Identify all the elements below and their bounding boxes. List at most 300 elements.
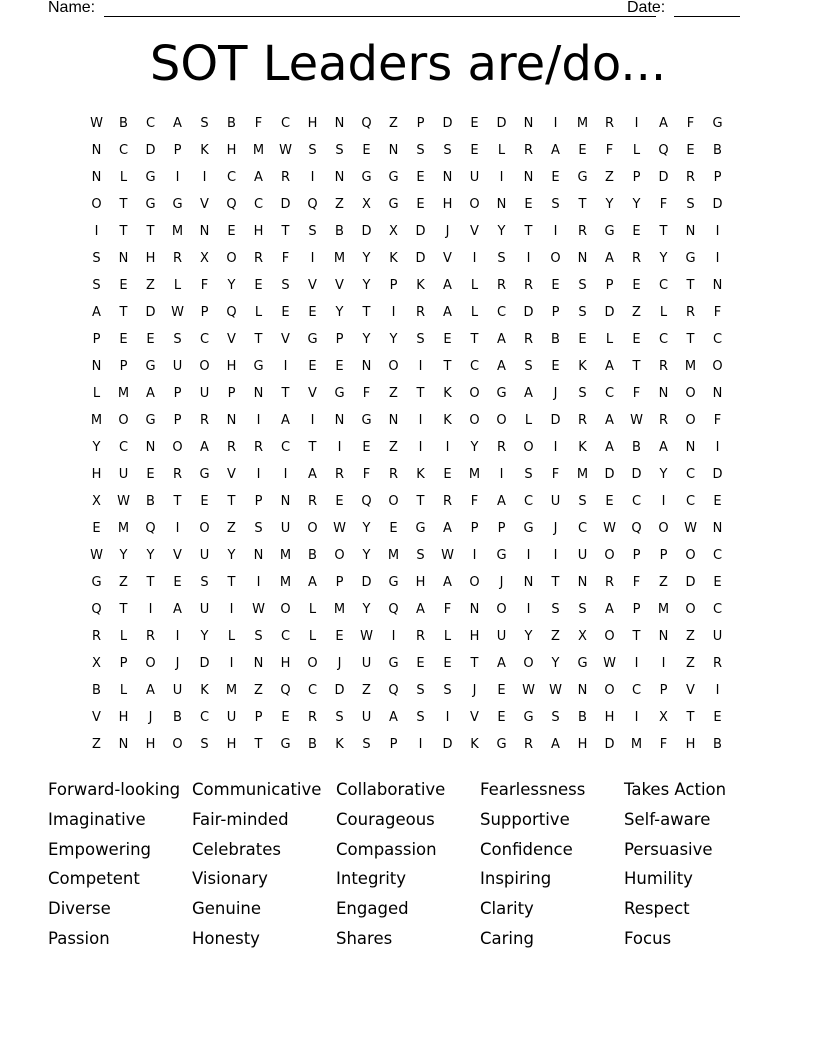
grid-cell[interactable]: N	[712, 521, 723, 536]
grid-cell[interactable]: S	[578, 602, 587, 617]
grid-cell[interactable]: H	[415, 575, 426, 590]
grid-cell[interactable]: K	[335, 737, 344, 752]
grid-cell[interactable]: Q	[631, 521, 642, 536]
grid-cell[interactable]: S	[92, 251, 101, 266]
grid-cell[interactable]: I	[202, 170, 207, 185]
grid-cell[interactable]: E	[632, 278, 641, 293]
grid-cell[interactable]: M	[657, 602, 670, 617]
grid-cell[interactable]: O	[685, 602, 696, 617]
grid-cell[interactable]: W	[441, 548, 454, 563]
grid-cell[interactable]: I	[553, 224, 558, 239]
grid-cell[interactable]: F	[605, 143, 614, 158]
grid-cell[interactable]: Q	[388, 602, 399, 617]
grid-cell[interactable]: A	[308, 467, 317, 482]
grid-cell[interactable]: O	[199, 359, 210, 374]
grid-cell[interactable]: R	[496, 440, 507, 455]
grid-cell[interactable]: P	[119, 656, 128, 671]
grid-cell[interactable]: H	[577, 737, 588, 752]
grid-cell[interactable]: O	[604, 548, 615, 563]
grid-cell[interactable]: Y	[227, 278, 236, 293]
grid-cell[interactable]: J	[148, 710, 153, 725]
grid-cell[interactable]: H	[226, 359, 237, 374]
grid-cell[interactable]: C	[523, 494, 534, 509]
grid-cell[interactable]: N	[712, 386, 723, 401]
grid-cell[interactable]: T	[632, 359, 641, 374]
grid-cell[interactable]: S	[92, 278, 101, 293]
grid-cell[interactable]: Y	[362, 602, 371, 617]
grid-cell[interactable]: A	[605, 413, 614, 428]
grid-cell[interactable]: D	[361, 224, 372, 239]
grid-cell[interactable]: K	[416, 278, 425, 293]
grid-cell[interactable]: H	[469, 629, 480, 644]
grid-cell[interactable]: G	[145, 170, 156, 185]
grid-cell[interactable]: P	[632, 548, 641, 563]
grid-cell[interactable]: M	[279, 575, 292, 590]
grid-cell[interactable]: N	[712, 278, 723, 293]
grid-cell[interactable]: I	[337, 440, 342, 455]
grid-cell[interactable]: I	[553, 548, 558, 563]
grid-cell[interactable]: N	[226, 413, 237, 428]
grid-cell[interactable]: F	[443, 602, 452, 617]
grid-cell[interactable]: F	[713, 305, 722, 320]
grid-cell[interactable]: H	[226, 737, 237, 752]
grid-cell[interactable]: S	[551, 602, 560, 617]
grid-cell[interactable]: N	[253, 548, 264, 563]
grid-cell[interactable]: I	[283, 467, 288, 482]
grid-cell[interactable]: Z	[119, 575, 128, 590]
grid-cell[interactable]: Y	[362, 251, 371, 266]
grid-cell[interactable]: L	[254, 305, 263, 320]
grid-cell[interactable]: A	[551, 143, 560, 158]
grid-cell[interactable]: I	[472, 251, 477, 266]
grid-cell[interactable]: T	[578, 197, 587, 212]
grid-cell[interactable]: G	[496, 737, 507, 752]
grid-cell[interactable]: X	[578, 629, 587, 644]
grid-cell[interactable]: C	[712, 602, 723, 617]
grid-cell[interactable]: H	[145, 251, 156, 266]
grid-cell[interactable]: E	[443, 656, 452, 671]
grid-cell[interactable]: A	[524, 386, 533, 401]
grid-cell[interactable]: Z	[686, 629, 695, 644]
grid-cell[interactable]: T	[551, 575, 560, 590]
grid-cell[interactable]: I	[526, 548, 531, 563]
grid-cell[interactable]: M	[630, 737, 643, 752]
grid-cell[interactable]: P	[200, 305, 209, 320]
grid-cell[interactable]: I	[661, 656, 666, 671]
grid-cell[interactable]: J	[472, 683, 477, 698]
grid-cell[interactable]: O	[712, 359, 723, 374]
grid-cell[interactable]: H	[91, 467, 102, 482]
grid-cell[interactable]: V	[281, 332, 290, 347]
grid-cell[interactable]: Y	[362, 332, 371, 347]
grid-cell[interactable]: S	[443, 143, 452, 158]
grid-cell[interactable]: R	[523, 143, 534, 158]
grid-cell[interactable]: Q	[388, 683, 399, 698]
grid-cell[interactable]: F	[362, 467, 371, 482]
grid-cell[interactable]: A	[389, 710, 398, 725]
grid-cell[interactable]: O	[307, 656, 318, 671]
grid-cell[interactable]: T	[686, 278, 695, 293]
grid-cell[interactable]: M	[576, 116, 589, 131]
grid-cell[interactable]: G	[388, 656, 399, 671]
grid-cell[interactable]: U	[361, 710, 372, 725]
grid-cell[interactable]: B	[308, 548, 317, 563]
grid-cell[interactable]: N	[577, 683, 588, 698]
grid-cell[interactable]: W	[630, 413, 643, 428]
grid-cell[interactable]: B	[632, 440, 641, 455]
grid-cell[interactable]: C	[199, 332, 210, 347]
grid-cell[interactable]: G	[145, 197, 156, 212]
grid-cell[interactable]: Z	[605, 170, 614, 185]
grid-cell[interactable]: T	[119, 224, 128, 239]
grid-cell[interactable]: R	[388, 467, 399, 482]
grid-cell[interactable]: K	[200, 683, 209, 698]
grid-cell[interactable]: E	[632, 332, 641, 347]
grid-cell[interactable]: P	[389, 737, 398, 752]
grid-cell[interactable]: Q	[307, 197, 318, 212]
grid-cell[interactable]: W	[522, 683, 535, 698]
grid-cell[interactable]: T	[443, 359, 452, 374]
grid-cell[interactable]: O	[685, 413, 696, 428]
grid-cell[interactable]: L	[227, 629, 236, 644]
grid-cell[interactable]: F	[470, 494, 479, 509]
grid-cell[interactable]: I	[499, 170, 504, 185]
grid-cell[interactable]: R	[658, 359, 669, 374]
grid-cell[interactable]: E	[92, 521, 101, 536]
grid-cell[interactable]: N	[91, 143, 102, 158]
grid-cell[interactable]: I	[553, 116, 558, 131]
grid-cell[interactable]: M	[684, 359, 697, 374]
grid-cell[interactable]: M	[576, 467, 589, 482]
grid-cell[interactable]: Z	[254, 683, 263, 698]
grid-cell[interactable]: E	[713, 710, 722, 725]
grid-cell[interactable]: A	[146, 683, 155, 698]
grid-cell[interactable]: O	[145, 656, 156, 671]
grid-cell[interactable]: A	[659, 116, 668, 131]
grid-cell[interactable]: O	[226, 251, 237, 266]
grid-cell[interactable]: E	[713, 575, 722, 590]
grid-cell[interactable]: O	[118, 413, 129, 428]
grid-cell[interactable]: Q	[658, 143, 669, 158]
grid-cell[interactable]: E	[281, 710, 290, 725]
grid-cell[interactable]: I	[661, 494, 666, 509]
grid-cell[interactable]: O	[334, 548, 345, 563]
grid-cell[interactable]: N	[334, 413, 345, 428]
grid-cell[interactable]: Y	[659, 251, 668, 266]
grid-cell[interactable]: E	[200, 494, 209, 509]
grid-cell[interactable]: F	[362, 386, 371, 401]
grid-cell[interactable]: P	[416, 116, 425, 131]
grid-cell[interactable]: R	[415, 305, 426, 320]
grid-cell[interactable]: T	[146, 224, 155, 239]
grid-cell[interactable]: Z	[335, 197, 344, 212]
grid-cell[interactable]: T	[470, 332, 479, 347]
grid-cell[interactable]: S	[686, 197, 695, 212]
grid-cell[interactable]: M	[279, 548, 292, 563]
grid-cell[interactable]: G	[172, 197, 183, 212]
grid-cell[interactable]: W	[549, 683, 562, 698]
grid-cell[interactable]: Y	[119, 548, 128, 563]
grid-cell[interactable]: T	[416, 494, 425, 509]
grid-cell[interactable]: O	[199, 521, 210, 536]
grid-cell[interactable]: N	[361, 359, 372, 374]
grid-cell[interactable]: G	[361, 413, 372, 428]
grid-cell[interactable]: N	[685, 224, 696, 239]
grid-cell[interactable]: I	[229, 602, 234, 617]
grid-cell[interactable]: N	[253, 656, 264, 671]
grid-cell[interactable]: O	[172, 737, 183, 752]
grid-cell[interactable]: O	[280, 602, 291, 617]
grid-cell[interactable]: Q	[280, 683, 291, 698]
grid-cell[interactable]: K	[443, 413, 452, 428]
grid-cell[interactable]: Y	[497, 224, 506, 239]
grid-cell[interactable]: F	[551, 467, 560, 482]
grid-cell[interactable]: L	[173, 278, 182, 293]
grid-cell[interactable]: G	[280, 737, 291, 752]
grid-cell[interactable]: O	[523, 656, 534, 671]
grid-cell[interactable]: O	[523, 440, 534, 455]
grid-cell[interactable]: D	[685, 575, 696, 590]
grid-cell[interactable]: B	[308, 737, 317, 752]
grid-cell[interactable]: Z	[389, 116, 398, 131]
grid-cell[interactable]: D	[658, 170, 669, 185]
grid-cell[interactable]: R	[226, 440, 237, 455]
grid-cell[interactable]: I	[418, 413, 423, 428]
grid-cell[interactable]: C	[631, 683, 642, 698]
grid-cell[interactable]: E	[632, 224, 641, 239]
grid-cell[interactable]: E	[173, 575, 182, 590]
grid-cell[interactable]: M	[387, 548, 400, 563]
grid-cell[interactable]: A	[605, 359, 614, 374]
grid-cell[interactable]: E	[443, 467, 452, 482]
grid-cell[interactable]: T	[686, 710, 695, 725]
grid-cell[interactable]: Q	[226, 197, 237, 212]
grid-cell[interactable]: I	[148, 602, 153, 617]
grid-cell[interactable]: K	[470, 737, 479, 752]
grid-cell[interactable]: P	[227, 386, 236, 401]
grid-cell[interactable]: T	[173, 494, 182, 509]
grid-cell[interactable]: N	[523, 170, 534, 185]
grid-cell[interactable]: L	[119, 683, 128, 698]
grid-cell[interactable]: O	[469, 197, 480, 212]
grid-cell[interactable]: O	[604, 683, 615, 698]
grid-cell[interactable]: C	[307, 683, 318, 698]
grid-cell[interactable]: T	[119, 197, 128, 212]
grid-cell[interactable]: N	[334, 116, 345, 131]
grid-cell[interactable]: B	[551, 332, 560, 347]
grid-cell[interactable]: V	[227, 332, 236, 347]
grid-cell[interactable]: Y	[524, 629, 533, 644]
grid-cell[interactable]: G	[577, 170, 588, 185]
grid-cell[interactable]: U	[172, 683, 183, 698]
grid-cell[interactable]: U	[226, 710, 237, 725]
grid-cell[interactable]: S	[416, 143, 425, 158]
grid-cell[interactable]: Q	[361, 494, 372, 509]
grid-cell[interactable]: S	[308, 143, 317, 158]
grid-cell[interactable]: A	[605, 251, 614, 266]
grid-cell[interactable]: I	[175, 629, 180, 644]
grid-cell[interactable]: P	[173, 386, 182, 401]
grid-cell[interactable]: S	[200, 737, 209, 752]
grid-cell[interactable]: Q	[91, 602, 102, 617]
grid-cell[interactable]: D	[712, 197, 723, 212]
grid-cell[interactable]: V	[227, 467, 236, 482]
grid-cell[interactable]: R	[307, 710, 318, 725]
grid-cell[interactable]: G	[361, 170, 372, 185]
grid-cell[interactable]: P	[632, 170, 641, 185]
grid-cell[interactable]: A	[443, 521, 452, 536]
grid-cell[interactable]: D	[145, 305, 156, 320]
grid-cell[interactable]: W	[90, 116, 103, 131]
grid-cell[interactable]: R	[685, 170, 696, 185]
grid-cell[interactable]: E	[551, 278, 560, 293]
grid-cell[interactable]: S	[416, 548, 425, 563]
grid-cell[interactable]: R	[685, 305, 696, 320]
grid-cell[interactable]: R	[523, 332, 534, 347]
grid-cell[interactable]: R	[172, 467, 183, 482]
grid-cell[interactable]: U	[712, 629, 723, 644]
grid-cell[interactable]: S	[416, 683, 425, 698]
grid-cell[interactable]: Y	[200, 629, 209, 644]
grid-cell[interactable]: R	[604, 116, 615, 131]
grid-cell[interactable]: I	[634, 710, 639, 725]
grid-cell[interactable]: E	[713, 494, 722, 509]
grid-cell[interactable]: W	[90, 548, 103, 563]
grid-cell[interactable]: R	[442, 494, 453, 509]
grid-cell[interactable]: E	[362, 440, 371, 455]
grid-cell[interactable]: I	[418, 440, 423, 455]
grid-cell[interactable]: G	[388, 575, 399, 590]
grid-cell[interactable]: B	[146, 494, 155, 509]
grid-cell[interactable]: S	[578, 494, 587, 509]
grid-cell[interactable]: X	[389, 224, 398, 239]
grid-cell[interactable]: E	[227, 224, 236, 239]
grid-cell[interactable]: A	[605, 440, 614, 455]
grid-cell[interactable]: T	[119, 602, 128, 617]
grid-cell[interactable]: R	[253, 251, 264, 266]
grid-cell[interactable]: I	[283, 359, 288, 374]
grid-cell[interactable]: E	[362, 143, 371, 158]
grid-cell[interactable]: V	[443, 251, 452, 266]
grid-cell[interactable]: I	[391, 305, 396, 320]
grid-cell[interactable]: N	[496, 197, 507, 212]
grid-cell[interactable]: I	[391, 629, 396, 644]
grid-cell[interactable]: S	[416, 710, 425, 725]
grid-cell[interactable]: R	[172, 251, 183, 266]
grid-cell[interactable]: N	[118, 251, 129, 266]
grid-cell[interactable]: O	[496, 602, 507, 617]
grid-cell[interactable]: C	[631, 494, 642, 509]
grid-cell[interactable]: C	[280, 629, 291, 644]
grid-cell[interactable]: Y	[146, 548, 155, 563]
grid-cell[interactable]: Z	[551, 629, 560, 644]
grid-cell[interactable]: O	[172, 440, 183, 455]
grid-cell[interactable]: R	[577, 413, 588, 428]
grid-cell[interactable]: X	[92, 656, 101, 671]
grid-cell[interactable]: T	[254, 737, 263, 752]
grid-cell[interactable]: Y	[92, 440, 101, 455]
grid-cell[interactable]: I	[418, 359, 423, 374]
grid-cell[interactable]: L	[524, 413, 533, 428]
grid-cell[interactable]: F	[659, 197, 668, 212]
grid-cell[interactable]: I	[715, 440, 720, 455]
grid-cell[interactable]: P	[389, 278, 398, 293]
grid-cell[interactable]: D	[523, 305, 534, 320]
grid-cell[interactable]: I	[310, 251, 315, 266]
grid-cell[interactable]: E	[416, 170, 425, 185]
grid-cell[interactable]: Z	[659, 575, 668, 590]
grid-cell[interactable]: I	[175, 521, 180, 536]
grid-cell[interactable]: R	[523, 278, 534, 293]
grid-cell[interactable]: C	[712, 332, 723, 347]
grid-cell[interactable]: M	[117, 521, 130, 536]
grid-cell[interactable]: Y	[362, 521, 371, 536]
grid-cell[interactable]: P	[551, 305, 560, 320]
grid-cell[interactable]: K	[200, 143, 209, 158]
grid-cell[interactable]: S	[173, 332, 182, 347]
grid-cell[interactable]: A	[443, 575, 452, 590]
grid-cell[interactable]: A	[200, 440, 209, 455]
grid-cell[interactable]: C	[118, 143, 129, 158]
grid-cell[interactable]: G	[199, 467, 210, 482]
grid-cell[interactable]: I	[634, 656, 639, 671]
grid-cell[interactable]: P	[470, 521, 479, 536]
grid-cell[interactable]: W	[171, 305, 184, 320]
grid-cell[interactable]: K	[416, 467, 425, 482]
grid-cell[interactable]: E	[119, 332, 128, 347]
grid-cell[interactable]: J	[337, 656, 342, 671]
grid-cell[interactable]: Y	[362, 548, 371, 563]
grid-cell[interactable]: B	[92, 683, 101, 698]
grid-cell[interactable]: W	[279, 143, 292, 158]
grid-cell[interactable]: G	[334, 386, 345, 401]
grid-cell[interactable]: A	[308, 575, 317, 590]
grid-cell[interactable]: I	[715, 683, 720, 698]
grid-cell[interactable]: G	[496, 386, 507, 401]
grid-cell[interactable]: T	[227, 494, 236, 509]
grid-cell[interactable]: I	[472, 548, 477, 563]
grid-cell[interactable]: G	[145, 359, 156, 374]
grid-cell[interactable]: S	[416, 332, 425, 347]
grid-cell[interactable]: Q	[361, 116, 372, 131]
grid-cell[interactable]: V	[335, 278, 344, 293]
grid-cell[interactable]: N	[388, 143, 399, 158]
grid-cell[interactable]: A	[497, 656, 506, 671]
grid-cell[interactable]: W	[117, 494, 130, 509]
grid-cell[interactable]: N	[145, 440, 156, 455]
grid-cell[interactable]: E	[578, 143, 587, 158]
grid-cell[interactable]: T	[632, 629, 641, 644]
grid-cell[interactable]: S	[443, 683, 452, 698]
grid-cell[interactable]: F	[713, 413, 722, 428]
grid-cell[interactable]: D	[496, 116, 507, 131]
grid-cell[interactable]: U	[469, 170, 480, 185]
grid-cell[interactable]: U	[172, 359, 183, 374]
grid-cell[interactable]: C	[496, 305, 507, 320]
grid-cell[interactable]: G	[685, 251, 696, 266]
grid-cell[interactable]: G	[577, 656, 588, 671]
grid-cell[interactable]: G	[415, 521, 426, 536]
grid-cell[interactable]: L	[470, 278, 479, 293]
grid-cell[interactable]: U	[199, 602, 210, 617]
grid-cell[interactable]: E	[416, 197, 425, 212]
grid-cell[interactable]: V	[92, 710, 101, 725]
grid-cell[interactable]: S	[200, 116, 209, 131]
grid-cell[interactable]: N	[577, 251, 588, 266]
grid-cell[interactable]: T	[686, 332, 695, 347]
grid-cell[interactable]: C	[118, 440, 129, 455]
grid-cell[interactable]: E	[551, 170, 560, 185]
